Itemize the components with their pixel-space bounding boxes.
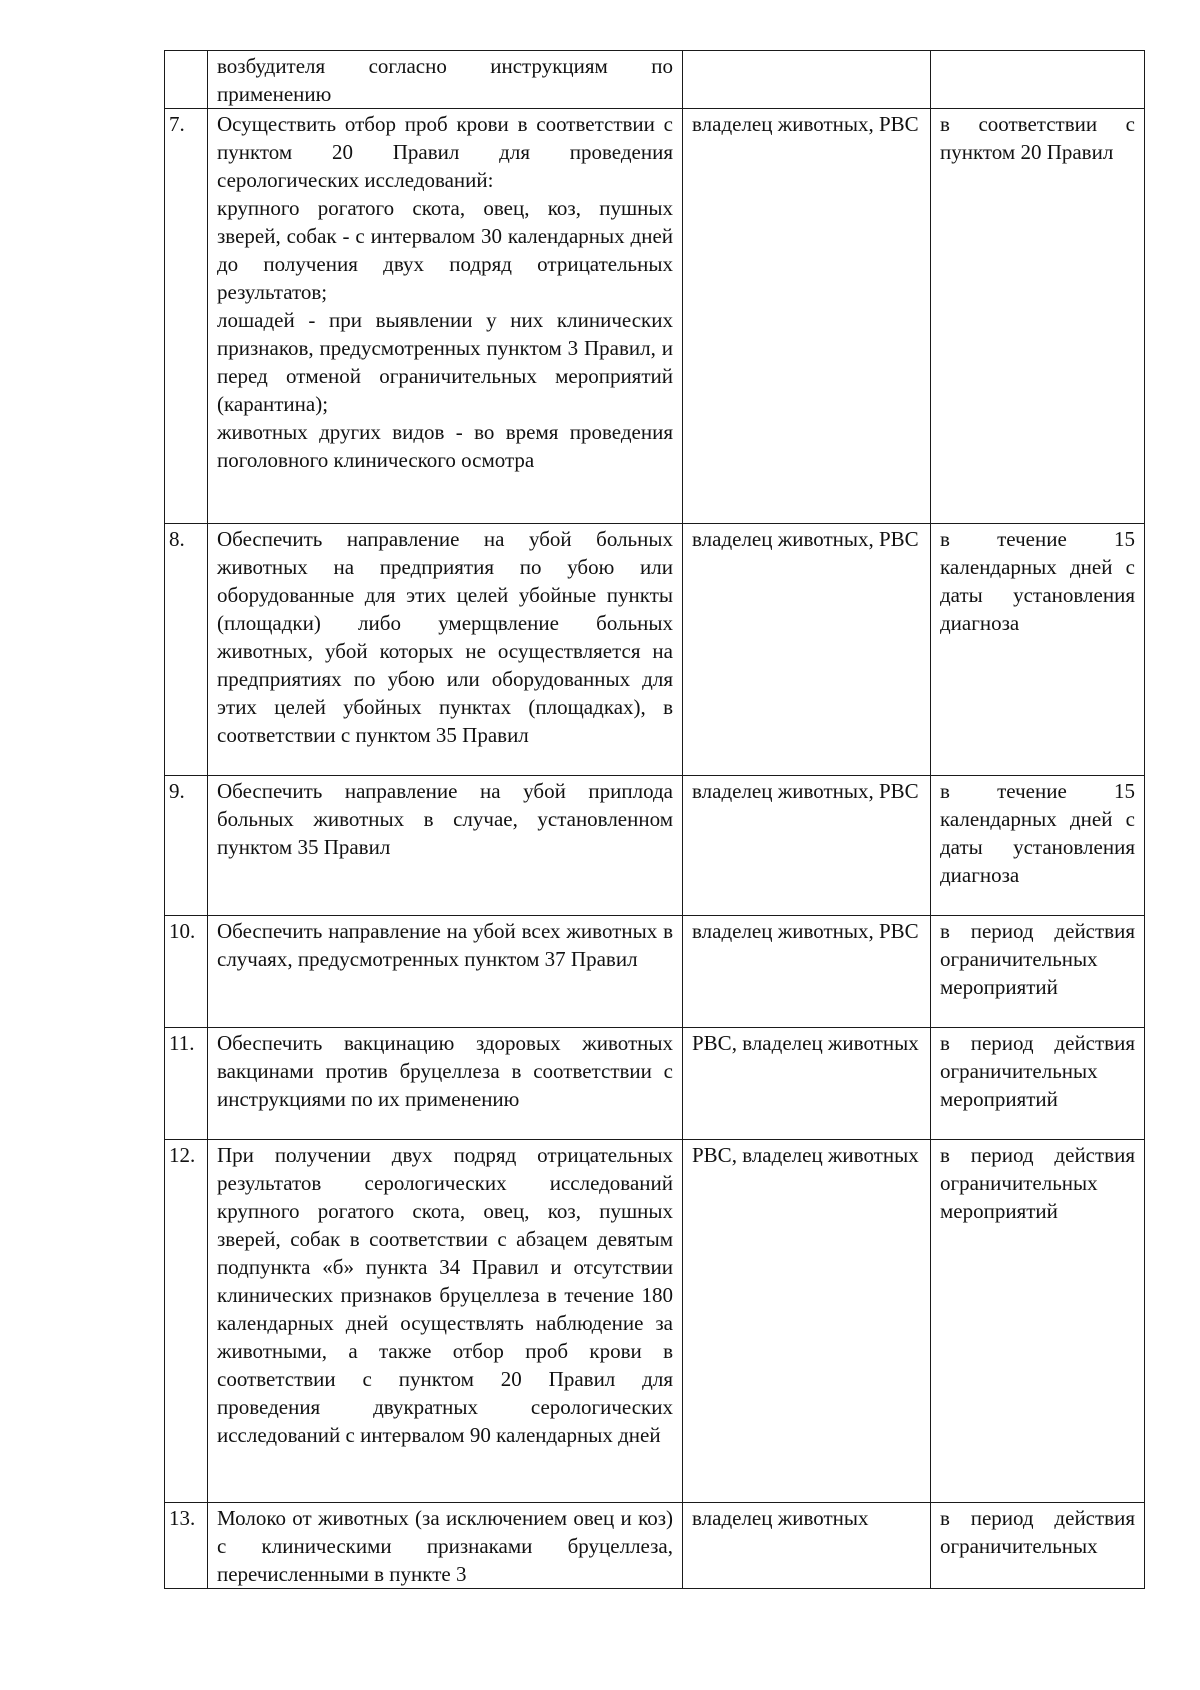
term-cell: в течение 15 календарных дней с даты установления диагноза [931,524,1145,776]
measure-text: животных других видов - во время проведения поголовного клинического осмотра [217,420,673,472]
table-row [165,524,1145,776]
measures-table [164,50,1145,1589]
measure-text: При получении двух подряд отрицательных результатов серологических исследований крупного рогатого скота, овец, коз, пушных зверей, собак в соответствии с абзацем девятым подпункта «б» пункта 34 Правил и отсутствии клинических признаков бруцеллеза в течение 180 календарных дней осуществлять наблюдение за животными, а также отбор проб крови в соответствии с пунктом 20 Правил для проведения двукратных серологических исследований с интервалом 90 календарных дней [217,1143,673,1447]
measure-text: Обеспечить направление на убой больных животных на предприятия по убою или оборудованные для этих целей убойные пункты (площадки) либо умерщвление больных животных, убой которых не осуществляется на предприятиях по убою или оборудованных для этих целей убойных пунктах (площадках), в соответствии с пунктом 35 Правил [217,527,673,747]
table-row [165,109,1145,524]
measure-cell [208,916,683,1028]
table-row [165,51,1145,109]
row-number: 12. [165,1140,208,1503]
row-number: 8. [165,524,208,776]
measure-text: Обеспечить направление на убой всех животных в случаях, предусмотренных пунктом 37 Правил [217,919,673,971]
measure-cell [208,524,683,776]
term-cell: в период действия ограничительных [931,1503,1145,1589]
responsible-cell: владелец животных, РВС [683,524,931,776]
measure-text: Молоко от животных (за исключением овец и коз) с клиническими признаками бруцеллеза, перечисленными в пункте 3 [217,1506,673,1586]
term-cell: в период действия ограничительных мероприятий [931,916,1145,1028]
measure-cell [208,1140,683,1503]
table-row [165,1140,1145,1503]
responsible-cell: РВС, владелец животных [683,1028,931,1140]
row-number [165,51,208,109]
term-cell: в период действия ограничительных мероприятий [931,1140,1145,1503]
row-number: 9. [165,776,208,916]
measure-text: крупного рогатого скота, овец, коз, пушных зверей, собак - с интервалом 30 календарных дней до получения двух подряд отрицательных результатов; [217,196,673,304]
table-row [165,1503,1145,1589]
measure-text: возбудителя согласно инструкциям по применению [217,54,673,106]
term-cell [931,51,1145,109]
term-cell: в соответствии с пунктом 20 Правил [931,109,1145,524]
row-number: 10. [165,916,208,1028]
measure-cell [208,1503,683,1589]
measure-cell [208,1028,683,1140]
responsible-cell: РВС, владелец животных [683,1140,931,1503]
responsible-cell: владелец животных, РВС [683,916,931,1028]
measure-cell [208,109,683,524]
row-number: 13. [165,1503,208,1589]
measure-text: Обеспечить вакцинацию здоровых животных вакцинами против бруцеллеза в соответствии с инструкциями по их применению [217,1031,673,1111]
measure-cell [208,51,683,109]
measure-text: лошадей - при выявлении у них клинических признаков, предусмотренных пунктом 3 Правил, и перед отменой ограничительных мероприятий (карантина); [217,308,673,416]
measure-cell [208,776,683,916]
responsible-cell: владелец животных, РВС [683,776,931,916]
table-row [165,1028,1145,1140]
row-number: 11. [165,1028,208,1140]
responsible-cell: владелец животных, РВС [683,109,931,524]
measure-text: Осуществить отбор проб крови в соответствии с пунктом 20 Правил для проведения серологических исследований: [217,112,673,192]
term-cell: в течение 15 календарных дней с даты установления диагноза [931,776,1145,916]
table-row [165,916,1145,1028]
measure-text: Обеспечить направление на убой приплода больных животных в случае, установленном пунктом 35 Правил [217,779,673,859]
table-row [165,776,1145,916]
term-cell: в период действия ограничительных мероприятий [931,1028,1145,1140]
responsible-cell: владелец животных [683,1503,931,1589]
responsible-cell [683,51,931,109]
row-number: 7. [165,109,208,524]
